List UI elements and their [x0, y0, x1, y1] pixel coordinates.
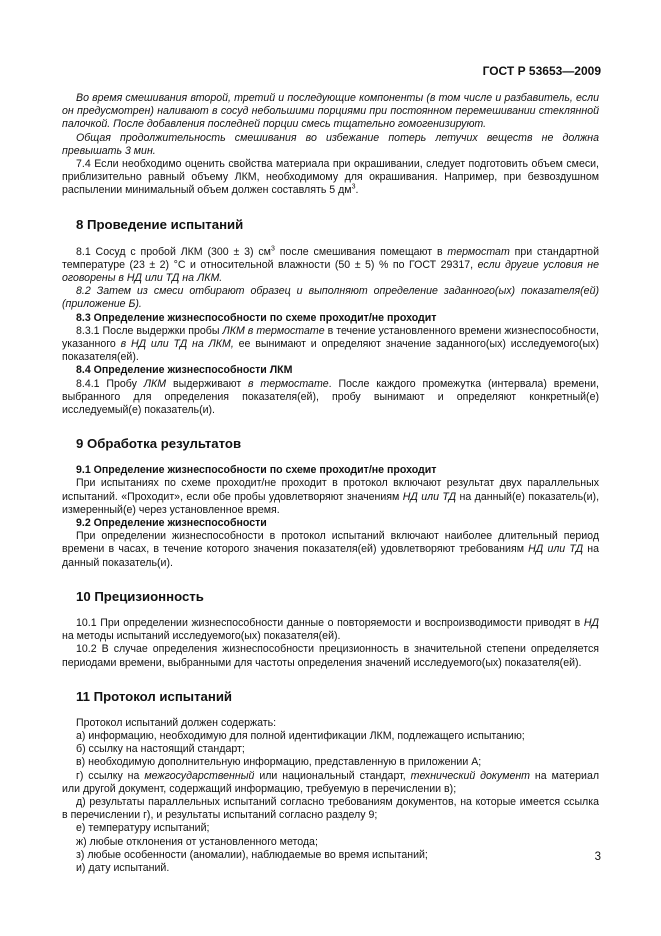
list-item: е) температуру испытаний; — [76, 822, 210, 835]
subsection-9-1-title: 9.1 Определение жизнеспособности по схеме проходит/не проходит — [76, 464, 437, 477]
page-number: 3 — [594, 851, 601, 863]
section-8-title: 8 Проведение испытаний — [76, 216, 244, 232]
list-item: а) информацию, необходимую для полной идентификации ЛКМ, подлежащего испытанию; — [76, 729, 525, 742]
page-content — [62, 92, 599, 875]
paragraph-9-2: При определении жизнеспособности в протокол испытаний включают наиболее длительный период времени в часах, в течение которого значения показателя(ей) удовлетворяют требованиям НД или ТД на данный показатель(и). — [62, 530, 599, 569]
paragraph-8-1: 8.1 Сосуд с пробой ЛКМ (300 ± 3) $см^3$ после смешивания помещают в термостат при стандартной температуре (23 ± 2) °С и относительной влажности (50 ± 5) % по ГОСТ 29317, если другие условия не оговорены в НД или ТД на ЛКМ. — [62, 245, 599, 285]
list-item: г) ссылку на межгосударственный или национальный стандарт, технический документ на материал или другой документ, содержащий информацию, требуемую в перечислении в); — [62, 769, 600, 795]
paragraph-mixing-duration: Общая продолжительность смешивания во избежание потерь летучих веществ не должна превышать 3 мин. — [62, 131, 599, 157]
subsection-8-3-title: 8.3 Определение жизнеспособности по схеме проходит/не проходит — [76, 311, 437, 324]
paragraph-8-2: 8.2 Затем из смеси отбирают образец и выполняют определение заданного(ых) показателя(ей) (приложение Б). — [62, 285, 599, 311]
paragraph-7-4: 7.4 Если необходимо оценить свойства материала при окрашивании, следует подготовить объем смеси, приблизительно равный объему ЛКМ, необходимому для окрашивания. Например, при безвоздушном распылении минимальный объем должен составлять 5 $дм^3$. — [62, 158, 599, 197]
paragraph-8-3-1: 8.3.1 После выдержки пробы ЛКМ в термостате в течение установленного времени жизнеспособности, указанного в НД или ТД на ЛКМ, ее вынимают и определяют значение заданного(ых) исследуемого(ых) показателя(ей). — [62, 324, 599, 364]
paragraph-9-1: При испытаниях по схеме проходит/не проходит в протокол включают результат двух параллельных испытаний. «Проходит», если обе пробы удовлетворяют значениям НД или ТД на данный(е) показатель(и), измеренный(е) через установленное время. — [62, 477, 600, 516]
paragraph-8-4-1: 8.4.1 Пробу ЛКМ выдерживают в термостате. После каждого промежутка (интервала) времени, выбранного для определения показателя(ей), пробу вынимают и определяют конкретный(е) исследуемый(е) показатель(и). — [62, 377, 599, 417]
section-11-title: 11 Протокол испытаний — [76, 688, 233, 704]
list-item: ж) любые отклонения от установленного метода; — [76, 835, 318, 848]
list-item: б) ссылку на настоящий стандарт; — [76, 743, 245, 756]
list-item: з) любые особенности (аномалии), наблюдаемые во время испытаний; — [76, 848, 428, 861]
protocol-lead: Протокол испытаний должен содержать: — [76, 716, 277, 729]
paragraph-mixing: Во время смешивания второй, третий и последующие компоненты (в том числе и разбавитель, если он предусмотрен) наливают в сосуд небольшими порциями при постоянном перемешивании стеклянной палочкой. После добавления последней порции смесь тщательно гомогенизируют. — [62, 92, 599, 131]
list-item: и) дату испытаний. — [76, 861, 170, 874]
paragraph-10-2: 10.2 В случае определения жизнеспособности прецизионность в значительной степени определяется периодами времени, выбранными для частоты определения значений исследуемого(ых) показателя(ей). — [62, 643, 599, 669]
section-9-title: 9 Обработка результатов — [76, 436, 242, 452]
list-item: д) результаты параллельных испытаний согласно требованиям документов, на которые имеется ссылка в перечислении г), и результаты испытаний согласно разделу 9; — [62, 795, 599, 822]
subsection-9-2-title: 9.2 Определение жизнеспособности — [76, 517, 267, 530]
document-header: ГОСТ Р 53653—2009 — [482, 64, 601, 78]
section-10-title: 10 Прецизионность — [76, 588, 204, 604]
subsection-8-4-title: 8.4 Определение жизнеспособности ЛКМ — [76, 364, 293, 377]
paragraph-10-1: 10.1 При определении жизнеспособности данные о повторяемости и воспроизводимости приводят в НД на методы испытаний исследуемого(ых) показателя(ей). — [62, 616, 599, 643]
list-item: в) необходимую дополнительную информацию, представленную в приложении А; — [76, 756, 482, 769]
